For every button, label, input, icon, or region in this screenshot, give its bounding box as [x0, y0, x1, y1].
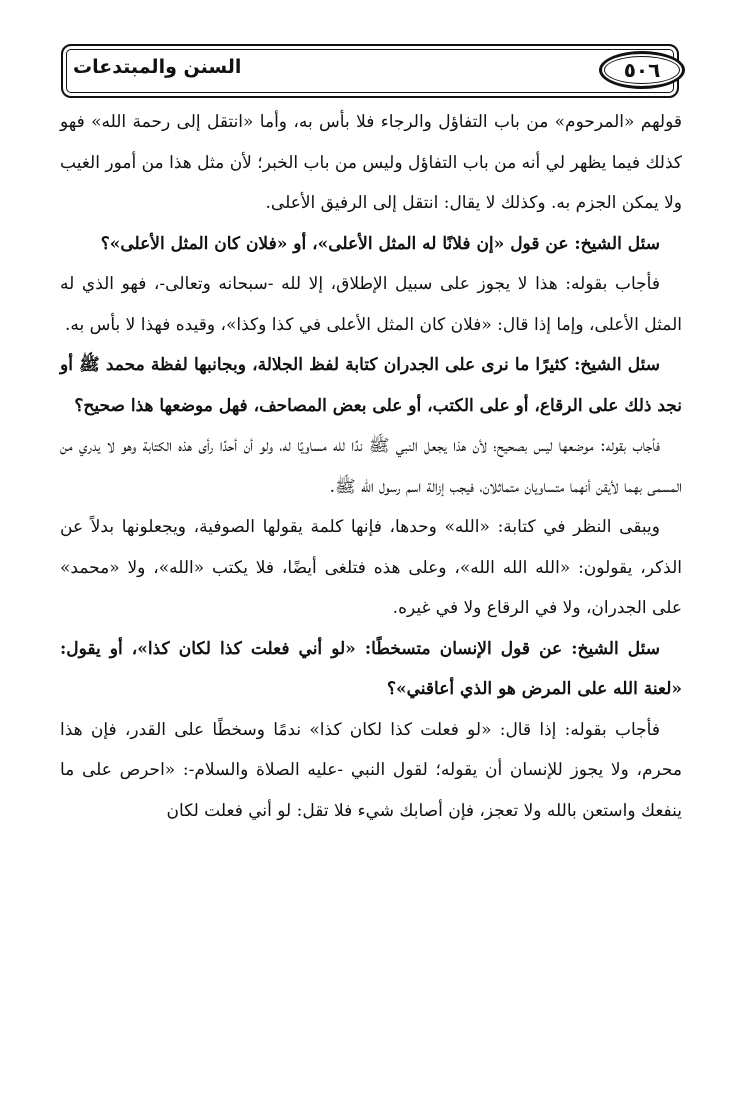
- question-paragraph: سئل الشيخ: عن قول الإنسان متسخطًا: «لو أني فعلت كذا لكان كذا»، أو يقول: «لعنة الله على المرض هو الذي أعاقني»؟: [60, 638, 682, 699]
- page-header: [61, 44, 679, 98]
- question-paragraph: سئل الشيخ: عن قول «إن فلانًا له المثل الأعلى»، أو «فلان كان المثل الأعلى»؟: [100, 233, 660, 254]
- paragraph-continuation: قولهم «المرحوم» من باب التفاؤل والرجاء فلا بأس به، وأما «انتقل إلى رحمة الله» فهو كذلك فيما يظهر لي أنه من باب التفاؤل وليس من باب الخبر؛ لأن مثل هذا من أمور الغيب ولا يمكن الجزم به. وكذلك لا يقال: انتقل إلى الرفيق الأعلى.: [60, 112, 682, 213]
- answer-paragraph: فأجاب بقوله: موضعها ليس بصحيح؛ لأن هذا يجعل النبي ﷺ ندًا لله مساويًا له، ولو أن أحدًا رأى هذه الكتابة وهو لا يدري من المسمى بهما لأيقن أنهما متساويان متماثلان، فيجب إزالة اسم رسول الله ﷺ.: [60, 436, 682, 497]
- question-paragraph: سئل الشيخ: كثيرًا ما نرى على الجدران كتابة لفظ الجلالة، وبجانبها لفظة محمد ﷺ أو نجد ذلك على الرقاع، أو على الكتب، أو على بعض المصاحف، فهل موضعها هذا صحيح؟: [60, 355, 682, 416]
- page-body: [60, 102, 682, 831]
- answer-paragraph: فأجاب بقوله: هذا لا يجوز على سبيل الإطلاق، إلا لله -سبحانه وتعالى-، فهو الذي له المثل الأعلى، وإما إذا قال: «فلان كان المثل الأعلى في كذا وكذا»، وقيده فهذا لا بأس به.: [60, 274, 682, 335]
- page-number-oval: [599, 51, 685, 89]
- answer-paragraph: ويبقى النظر في كتابة: «الله» وحدها، فإنها كلمة يقولها الصوفية، ويجعلونها بدلاً عن الذكر، يقولون: «الله الله الله»، وعلى هذه فتلغى أيضًا، فلا يكتب «الله»، ولا «محمد» على الجدران، ولا في الرقاع ولا في غيره.: [60, 517, 682, 618]
- page-number: ٥٠٦: [623, 58, 661, 82]
- answer-paragraph: فأجاب بقوله: إذا قال: «لو فعلت كذا لكان كذا» ندمًا وسخطًا على القدر، فإن هذا محرم، ولا يجوز للإنسان أن يقوله؛ لقول النبي -عليه الصلاة والسلام-: «احرص على ما ينفعك واستعن بالله ولا تعجز، فإن أصابك شيء فلا تقل: لو أني فعلت لكان: [60, 719, 682, 821]
- running-title: السنن والمبتدعات: [73, 56, 242, 78]
